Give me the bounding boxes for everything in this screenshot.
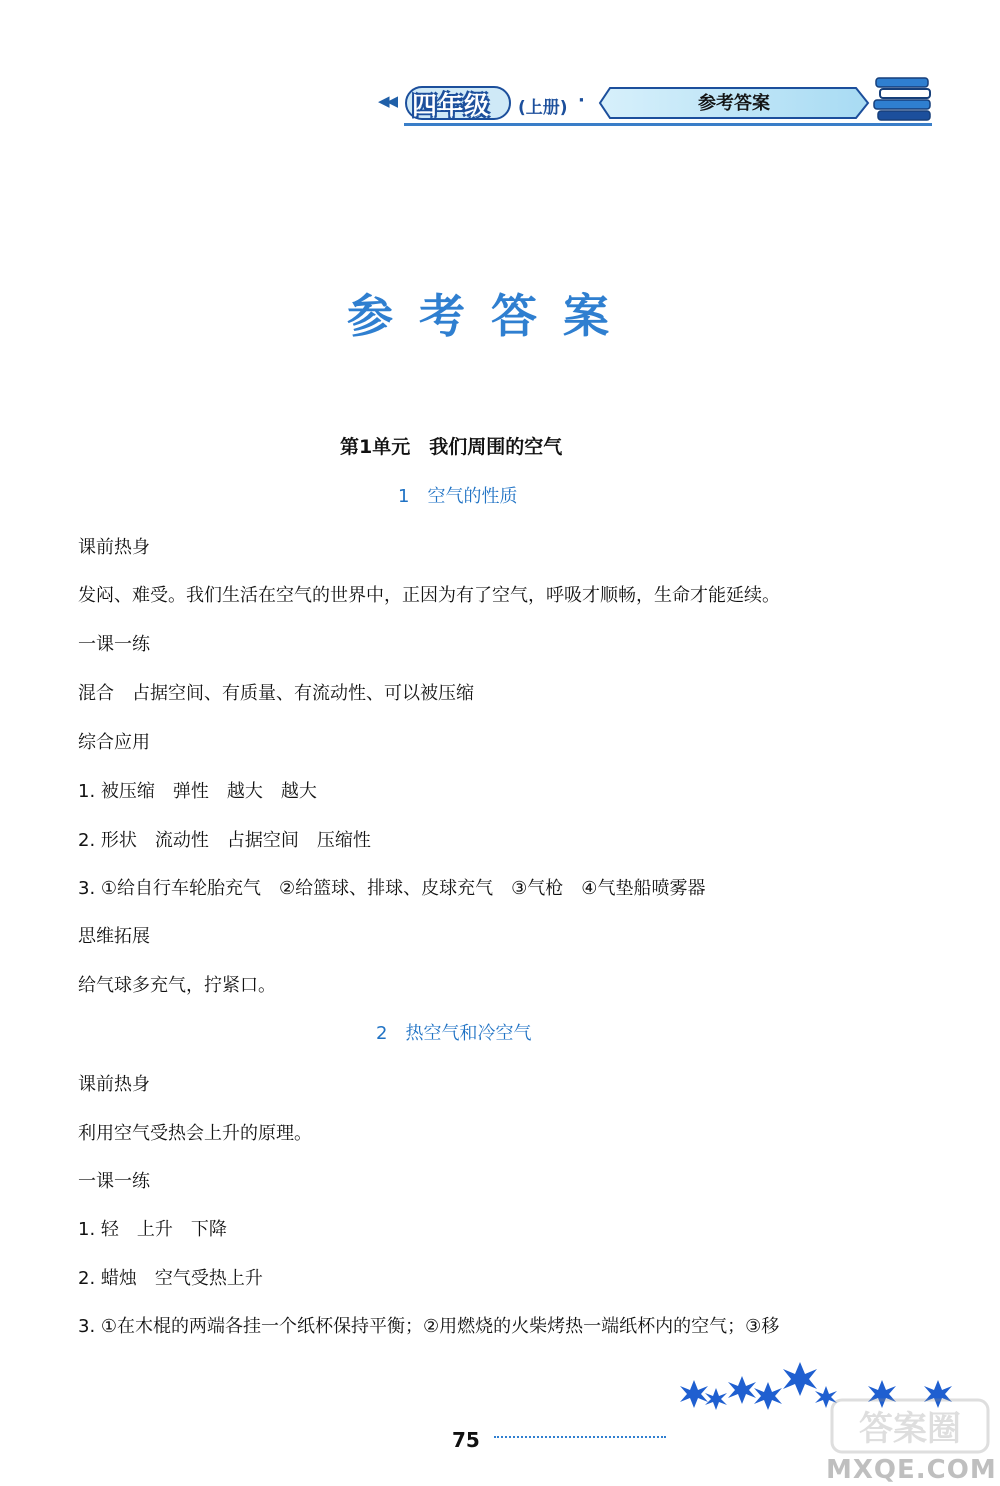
dotted-leader — [494, 1436, 666, 1438]
section-heading: 课前热身 — [78, 1074, 150, 1095]
header-arrows-icon: ◀◀ — [378, 92, 396, 110]
lesson-1-title: 1 空气的性质 — [398, 486, 518, 507]
section-heading: 综合应用 — [78, 732, 150, 753]
answer-line: 利用空气受热会上升的原理。 — [78, 1123, 312, 1144]
section-heading: 一课一练 — [78, 634, 150, 655]
unit-title: 第1单元 我们周围的空气 — [340, 436, 563, 458]
answer-line: 混合 占据空间、有质量、有流动性、可以被压缩 — [78, 683, 474, 704]
page-title: 参考答案 — [347, 289, 635, 343]
answer-line: 1. 被压缩 弹性 越大 越大 — [78, 781, 317, 802]
header-dot: · — [578, 90, 585, 111]
answer-line: 3. ①给自行车轮胎充气 ②给篮球、排球、皮球充气 ③气枪 ④气垫船喷雾器 — [78, 878, 706, 899]
lesson-2-title: 2 热空气和冷空气 — [376, 1023, 532, 1044]
section-heading: 一课一练 — [78, 1171, 150, 1192]
page-number: 75 — [452, 1428, 480, 1452]
answer-line: 2. 蜡烛 空气受热上升 — [78, 1268, 263, 1289]
watermark-text: MXQE.COM — [826, 1455, 997, 1485]
header-section-title: 参考答案 — [698, 93, 770, 114]
section-heading: 课前热身 — [78, 537, 150, 558]
answer-line: 2. 形状 流动性 占据空间 压缩性 — [78, 830, 371, 851]
section-heading: 思维拓展 — [78, 926, 150, 947]
answer-line: 1. 轻 上升 下降 — [78, 1219, 227, 1240]
term-label: (上册) — [518, 98, 568, 118]
books-icon — [872, 76, 934, 122]
grade-label: 四年级 — [412, 91, 491, 120]
answer-line: 给气球多充气，拧紧口。 — [78, 975, 276, 996]
answer-line: 3. ①在木棍的两端各挂一个纸杯保持平衡；②用燃烧的火柴烤热一端纸杯内的空气；③移 — [78, 1316, 780, 1337]
svg-text:答案圈: 答案圈 — [859, 1409, 961, 1449]
header-rule — [404, 123, 932, 126]
answer-line: 发闷、难受。我们生活在空气的世界中，正因为有了空气，呼吸才顺畅，生命才能延续。 — [78, 585, 780, 606]
